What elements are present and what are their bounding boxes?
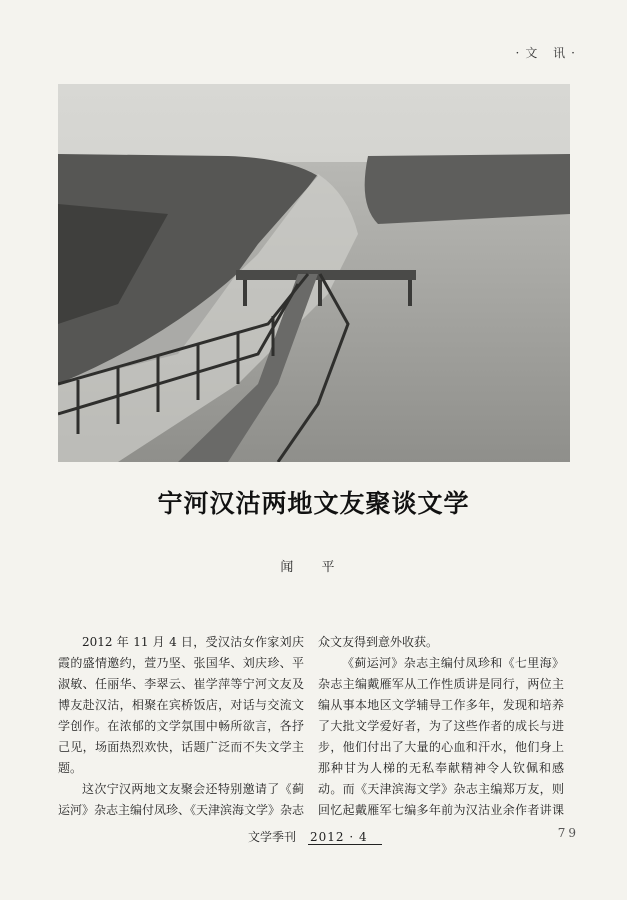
lake-boardwalk-photo (58, 84, 570, 462)
article-title: 宁河汉沽两地文友聚谈文学 (157, 489, 470, 518)
left-column (58, 632, 304, 818)
journal-name: 文学季刊 (248, 830, 297, 844)
article-author: 闻 平 (280, 560, 347, 575)
page-number: 79 (557, 826, 579, 840)
paragraph: 《蓟运河》杂志主编付凤珍和《七里海》杂志主编戴雁军从工作性质讲是同行，两位主编从事本地区文学辅导工作多年，发现和培养了大批文学爱好者，为了这些作者的成长与进步，他们付出了大量的心血和汗水，他们身上那种甘为人梯的无私奉献精神令人钦佩和感动。而《天津滨海文学》杂志主编郑万友，则回忆起戴雁军七编多年前为汉沽业余作者讲课 (318, 656, 564, 817)
paragraph-continued: 众文友得到意外收获。 (318, 635, 439, 649)
right-column (318, 632, 564, 818)
issue-number: 2012 · 4 (308, 830, 382, 845)
footer (248, 828, 382, 845)
paragraph: 这次宁汉两地文友聚会还特别邀请了《蓟运河》杂志主编付凤珍、《天津滨海文学》杂志 (58, 782, 304, 817)
paragraph: 2012 年 11 月 4 日，受汉沽女作家刘庆霞的盛情邀约，萱乃坚、张国华、刘庆珍、平淑敏、任丽华、李翠云、崔学萍等宁河文友及博友赴汉沽，相聚在宾桥饭店，对话与交流文学创作。在浓郁的文学氛围中畅所欲言，各抒己见，场面热烈欢快，话题广泛而不失文学主题。 (58, 635, 304, 775)
section-tag: ·文 讯· (515, 46, 581, 60)
